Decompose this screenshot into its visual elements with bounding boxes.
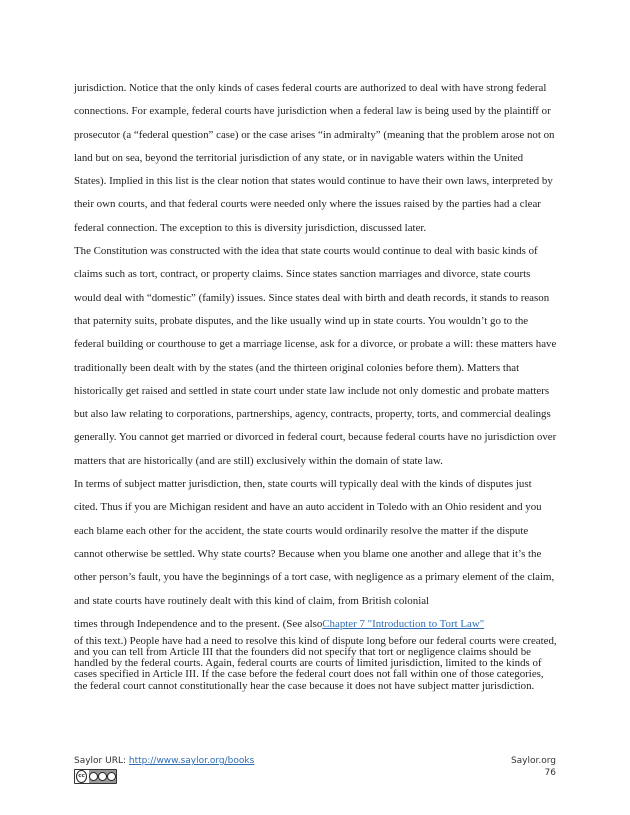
noncommercial-icon bbox=[98, 772, 107, 781]
cc-icon: cc bbox=[76, 770, 87, 783]
paragraph-3-continuation bbox=[74, 613, 558, 692]
saylor-books-link[interactable]: http://www.saylor.org/books bbox=[128, 756, 255, 766]
paragraph-3: In terms of subject matter jurisdiction, then, state courts will typically deal with the kinds of disputes just cited. Thus if you are Michigan resident and have an auto accident in Toledo with an Ohio resident and you each blame each other for the accident, the state courts would ordinarily resolve the matter if the dispute cannot otherwise be settled. Why state courts? Because when you blame one another and allege that it’s the other person’s fault, you have the beginnings of a tort case, with negligence as a primary element of the claim, and state courts have routinely dealt with this kind of claim, from British colonial bbox=[74, 478, 555, 607]
chapter-7-link[interactable]: Chapter 7 "Introduction to Tort Law" bbox=[322, 617, 485, 630]
footer-org: Saylor.org bbox=[510, 756, 556, 766]
footer-url-line bbox=[74, 756, 254, 766]
sharealike-icon bbox=[107, 772, 116, 781]
paragraph-1: jurisdiction. Notice that the only kinds of cases federal courts are authorized to deal with have strong federal connections. For example, federal courts have jurisdiction when a federal law is being used by the plaintiff or prosecutor (a “federal question” case) or the case arises “in admiralty” (meaning that the problem arose not on land but on sea, beyond the territorial jurisdiction of any state, or in navigable waters within the United States). Implied in this list is the clear notion that states would continue to have their own laws, interpreted by their own courts, and that federal courts were needed only where the issues raised by the parties had a clear federal connection. The exception to this is diversity jurisdiction, discussed later. bbox=[74, 82, 555, 234]
tail-after-link: of this text.) People have had a need to resolve this kind of dispute long before our federal courts were created, and you can tell from Article III that the founders did not specify that tort or negligence claims should be handled by the federal courts. Again, federal courts are courts of limited jurisdiction, limited to the kinds of cases specified in Article III. If the case before the federal court does not fall within one of those categories, the federal court cannot constitutionally hear the case because it does not have subject matter jurisdiction. bbox=[74, 634, 557, 692]
page-number: 76 bbox=[544, 768, 556, 778]
creative-commons-license-icon bbox=[74, 769, 117, 784]
license-conditions-strip bbox=[89, 770, 116, 783]
paragraph-2: The Constitution was constructed with the idea that state courts would continue to deal with basic kinds of claims such as tort, contract, or property claims. Since states sanction marriages and divorce, state courts would deal with “domestic” (family) issues. Since states deal with birth and death records, it stands to reason that paternity suits, probate disputes, and the like usually wind up in state courts. You wouldn’t go to the federal building or courthouse to get a marriage license, ask for a divorce, or probate a will: these matters have traditionally been dealt with by the states (and the thirteen original colonies before them). Matters that historically get raised and settled in state court under state law include not only domestic and probate matters but also law relating to corporations, partnerships, agency, contracts, property, torts, and commercial dealings generally. You cannot get married or divorced in federal court, because federal courts have no jurisdiction over matters that are historically (and are still) exclusively within the domain of state law. bbox=[74, 245, 557, 467]
attribution-icon bbox=[89, 772, 98, 781]
footer-url-label: Saylor URL: bbox=[74, 756, 129, 766]
tail-before-link: times through Independence and to the present. (See also bbox=[74, 617, 323, 630]
document-body bbox=[74, 77, 558, 692]
page-footer bbox=[74, 756, 558, 786]
